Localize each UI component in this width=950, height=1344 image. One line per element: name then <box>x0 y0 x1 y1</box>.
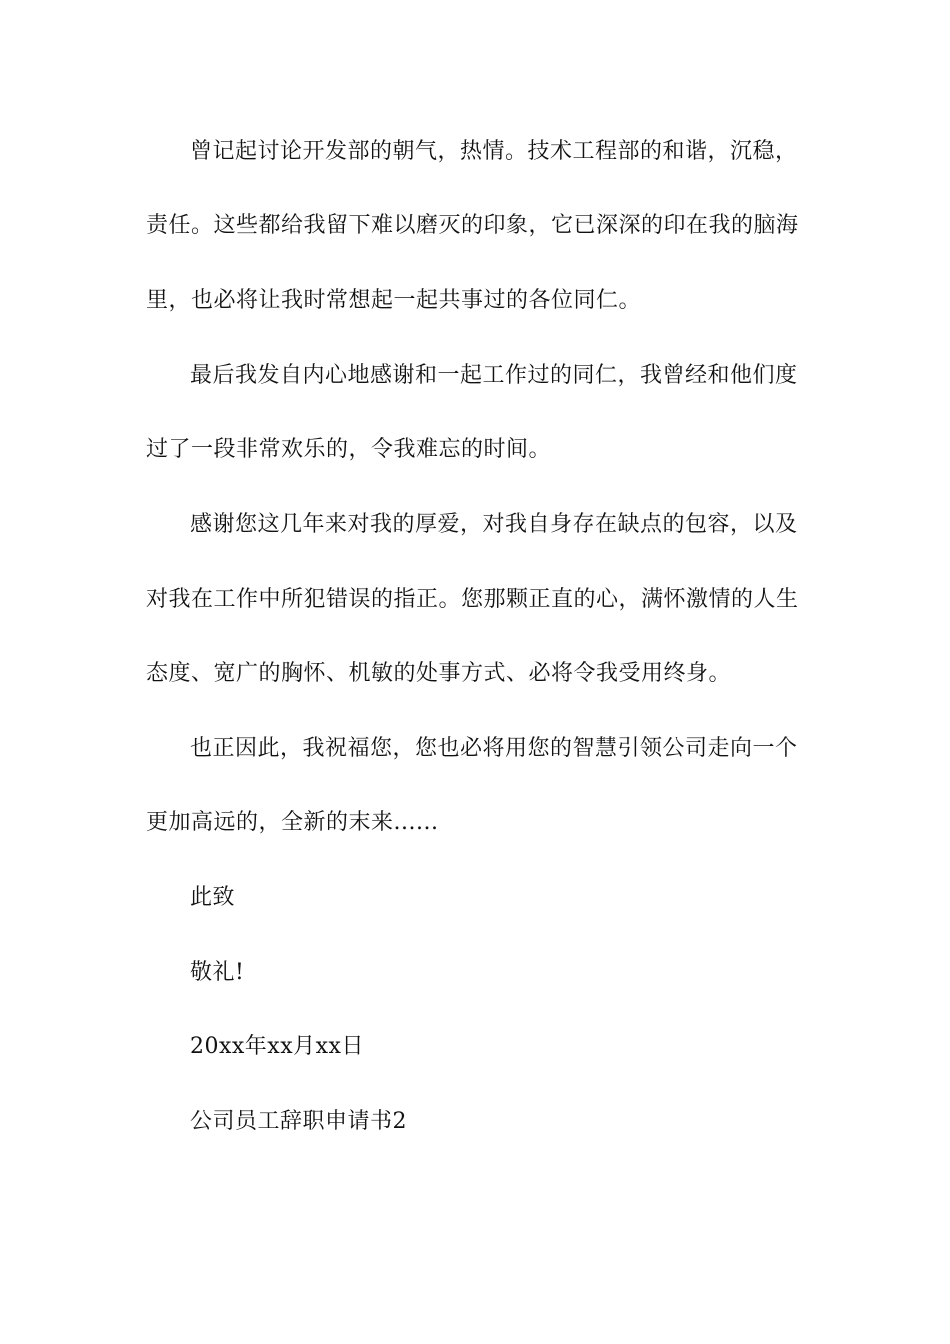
paragraph-2-line-1: 最后我发自内心地感谢和一起工作过的同仁，我曾经和他们度 <box>190 363 798 388</box>
next-document-title: 公司员工辞职申请书2 <box>190 1109 407 1134</box>
paragraph-1-line-2: 责任。这些都给我留下难以磨灭的印象，它已深深的印在我的脑海 <box>146 213 799 238</box>
salutation: 敬礼! <box>190 960 245 985</box>
paragraph-1-line-3: 里，也必将让我时常想起一起共事过的各位同仁。 <box>146 288 642 313</box>
paragraph-1-line-1: 曾记起讨论开发部的朝气，热情。技术工程部的和谐，沉稳， <box>190 139 798 164</box>
paragraph-2-line-2: 过了一段非常欢乐的，令我难忘的时间。 <box>146 437 552 462</box>
paragraph-3-line-2: 对我在工作中所犯错误的指正。您那颗正直的心，满怀激情的人生 <box>146 587 799 612</box>
closing-phrase: 此致 <box>190 885 236 910</box>
paragraph-3-line-3: 态度、宽广的胸怀、机敏的处事方式、必将令我受用终身。 <box>146 661 732 686</box>
date: 20xx年xx月xx日 <box>190 1034 364 1059</box>
paragraph-4-line-1: 也正因此，我祝福您，您也必将用您的智慧引领公司走向一个 <box>190 736 798 761</box>
paragraph-3-line-1: 感谢您这几年来对我的厚爱，对我自身存在缺点的包容，以及 <box>190 512 798 537</box>
paragraph-4-line-2: 更加高远的，全新的末来...... <box>146 810 439 835</box>
